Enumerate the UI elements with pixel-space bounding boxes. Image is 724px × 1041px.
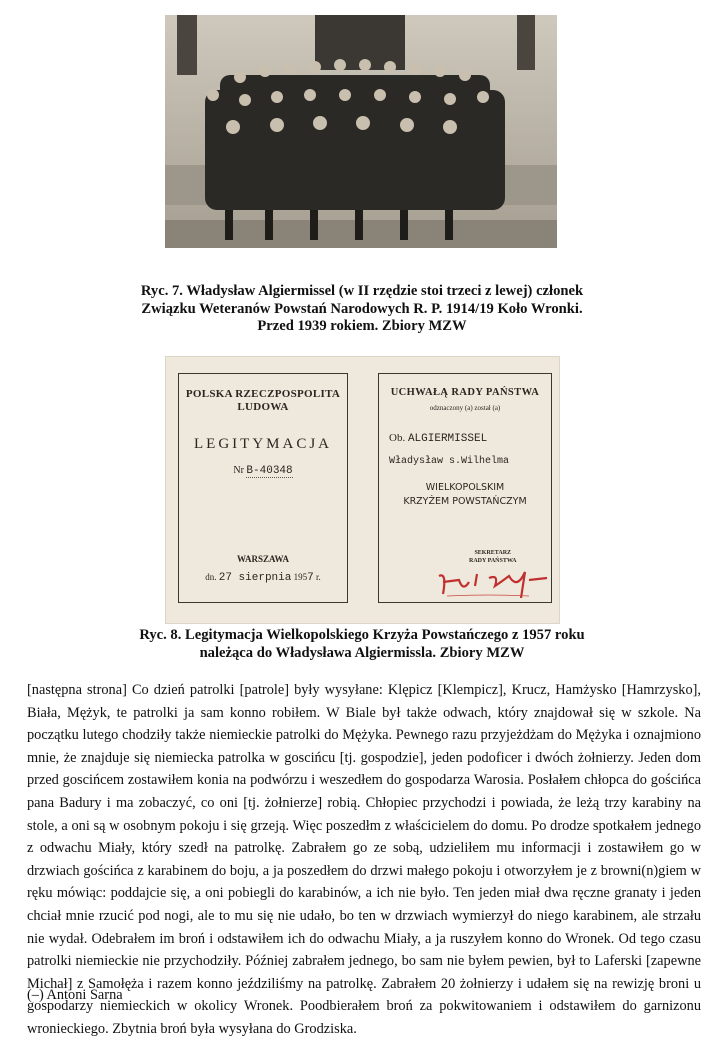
year-suffix: r. xyxy=(315,572,321,582)
card-header-line: LUDOWA xyxy=(237,401,289,413)
award-line: WIELKOPOLSKIM xyxy=(425,482,505,493)
group-photo xyxy=(165,15,557,248)
card-date: 27 sierpnia xyxy=(218,572,292,584)
body-paragraph: [następna strona] Co dzień patrolki [patrole] były wysyłane: Klępicz [Klempicz], Krucz, Hamżysko [Hamrzysko], Biała, Mężyk, te patrolki ja sam konno robiłem. W Biale był także odwach, który znajdował się w szkole. Na początku lutego chodziły także niemieckie patrolki do Mężyka. Pewnego razu przyjeżdżam do Mężyka i oznajmiono mnie, że znajduje się niemiecka patrolka w goscińcu [tj. gospodzie], jeden podoficer i dwóch żołnierzy. Jeden dom przed goscińcem zostawiłem konia na podwórzu i weszedłem do gospodarza Warosia. Posłałem chłopca do gościńca pana Badury i ma zobaczyć, co oni [tj. żołnierze] robią. Chłopiec przychodzi i powiada, że leżą trzy karabiny na stole, a oni są w osobnym pokoju i się grzeją. Więc poszedłm z właścicielem do domu. Po drodze spotkałem jednego z odwachu Miały, który szedł na patrolkę. Zabrałem go ze sobą, udzieliłem mu informacji i zostawiłem go w drzwiach gościńca z karabinem do boju, a ja poszedłem do drzwi małego pokoju i otworzyłem je z browni(n)giem w ręku mówiąc: poddajcie się, a oni pobiegli do karabinów, a ich nie było. Ten jeden miał dwa ręczne granaty i jeden chciał mnie rzucić pod nogi, ale to mu się nie udało, bo ten w drzwiach wymierzył do niego karabinem, ale strzału nie wydał. Odebrałem im broń i odstawiłem ich do odwachu Miały, a ja ruszyłem konno do Wronek. Od tego czasu patrolki niemieckie nie przychodziły. Później zabrałem jednego, bo sam nie byłem pewien, był to Laferski [zapewne Michał] z Samołęża i razem konno jeździliśmy na patrolkę. Zabrałem 20 żołnierzy i udałem się na rewizję broni u gospodarzy niemieckich w okolicy Wronek. Poodbierałem broń za pokwitowaniem i odstawiłem do garnizonu wronieckiego. Zbytnia broń była wysyłana do Grodziska. xyxy=(27,682,701,1037)
card-right-panel xyxy=(378,373,552,603)
figure-8-caption xyxy=(0,627,724,662)
author-signature: (–) Antoni Sarna xyxy=(27,987,123,1003)
veterans-group-photo-image xyxy=(165,15,557,248)
legitymacja-card-image xyxy=(165,356,560,624)
card-city: WARSZAWA xyxy=(236,554,289,564)
card-surname: ALGIERMISSEL xyxy=(407,433,488,445)
secretary-line: RADY PAŃSTWA xyxy=(469,558,517,564)
date-prefix: dn. xyxy=(205,572,217,582)
card-title: LEGITYMACJA xyxy=(194,436,332,452)
card-given-name: Władysław s.Wilhelma xyxy=(389,456,510,467)
caption-line: Związku Weteranów Powstań Narodowych R. P. 1914/19 Koło Wronki. xyxy=(141,300,583,317)
award-line: KRZYŻEM POWSTAŃCZYM xyxy=(403,496,527,507)
card-right-header: UCHWAŁĄ RADY PAŃSTWA xyxy=(390,387,540,398)
figure-7-caption xyxy=(0,283,724,336)
caption-line: Przed 1939 rokiem. Zbiory MZW xyxy=(257,318,467,334)
name-prefix: Ob. xyxy=(389,432,406,444)
red-signature xyxy=(429,564,559,604)
caption-line: należąca do Władysława Algiermissla. Zbiory MZW xyxy=(199,644,525,661)
year-digit: 7 xyxy=(307,572,314,584)
caption-line: Ryc. 7. Władysław Algiermissel (w II rzędzie stoi trzeci z lewej) członek xyxy=(140,283,584,299)
secretary-line: SEKRETARZ xyxy=(474,550,512,556)
card-number: B-40348 xyxy=(246,465,293,477)
number-prefix: Nr xyxy=(233,465,244,476)
caption-line: Ryc. 8. Legitymacja Wielkopolskiego Krzyża Powstańczego z 1957 roku xyxy=(139,627,585,643)
card-left-panel xyxy=(178,373,348,603)
card-header-line: POLSKA RZECZPOSPOLITA xyxy=(185,388,341,400)
card-right-subheader: odznaczony (a) został (a) xyxy=(429,404,501,412)
year-prefix: 195 xyxy=(293,572,308,582)
